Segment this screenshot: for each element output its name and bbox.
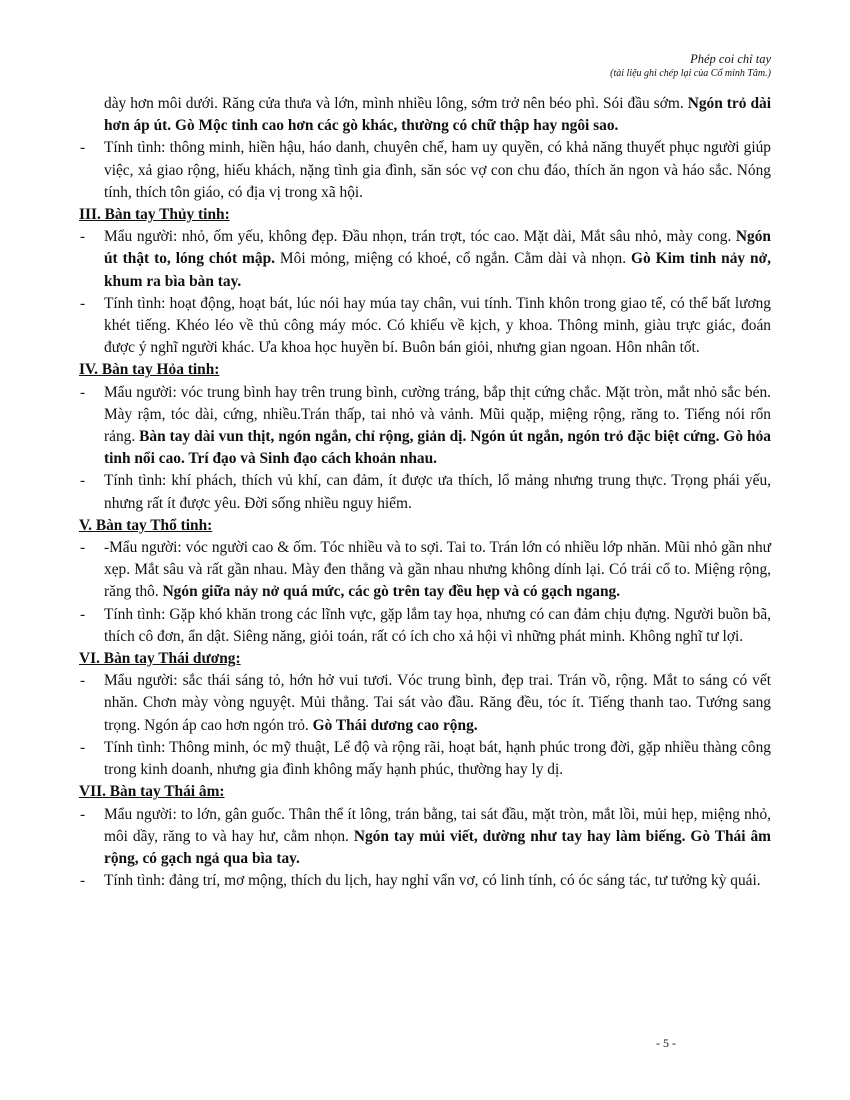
bullet-dash: - <box>80 294 86 312</box>
paragraph-text: Tính tình: Gặp khó khăn trong các lĩnh vực, gặp lắm tay họa, nhưng có can đảm chịu đựng. Người buồn bã, thích cô đơn, ẩn dật. Siêng năng, giỏi toán, rất có ích cho xả hội vì những phát minh. Không nghĩ tư lợi. <box>104 605 771 645</box>
list-item <box>79 670 771 737</box>
list-item <box>79 470 771 514</box>
bullet-dash: - <box>80 872 86 890</box>
paragraph-bold-text: Ngón trỏ dài hơn áp út. Gò Mộc tinh cao hơn các gò khác, thường có chữ thập hay ngôi sao. <box>104 95 771 135</box>
page-header <box>610 52 771 80</box>
bullet-dash: - <box>80 472 86 490</box>
list-item <box>79 226 771 293</box>
paragraph-bold-text: Ngón út thật to, lóng chót mập. <box>104 228 771 268</box>
paragraph-text: Tính tình: Thông minh, óc mỹ thuật, Lể độ và rộng rãi, hoạt bát, hạnh phúc trong đời, gặp nhiều thàng công trong kinh doanh, nhưng gia đình không mấy hạnh phúc, thường hay ly dị. <box>104 738 771 779</box>
paragraph <box>79 93 771 137</box>
list-item <box>79 382 771 471</box>
paragraph-bold-text: Bàn tay dài vun thịt, ngón ngắn, chỉ rộng, giản dị. Ngón út ngắn, ngón trỏ đặc biệt cứng. Gò hỏa tinh nổi cao. Trí đạo và Sinh đạo cách khoản nhau. <box>104 428 771 468</box>
list-item <box>79 870 771 892</box>
paragraph-bold-text: Gò Thái dương cao rộng. <box>312 716 478 734</box>
section-heading-tho-tinh: V. Bàn tay Thổ tinh: <box>79 516 213 534</box>
paragraph-text: Mẩu người: vóc trung bình hay trên trung bình, cường tráng, bắp thịt cứng chắc. Mặt tròn, mắt nhỏ sắc bén. Mày rậm, tóc dài, cứng, nhiều.Trán thấp, tai nhỏ và vảnh. Mũi quặp, miệng rộng, răng to. Tiếng nói rổn rảng. <box>104 383 771 446</box>
list-item <box>79 604 771 648</box>
bullet-dash: - <box>80 805 86 823</box>
bullet-dash: - <box>80 672 86 690</box>
paragraph-text: Tính tình: đảng trí, mơ mộng, thích du lịch, hay nghỉ vẩn vơ, có linh tính, có óc sáng tác, tư tưởng kỳ quái. <box>104 872 761 890</box>
list-item <box>79 293 771 360</box>
paragraph-text: Môi mỏng, miệng có khoé, cổ ngắn. Cằm dài và nhọn. <box>274 250 632 268</box>
bullet-dash: - <box>80 383 86 401</box>
list-item <box>79 737 771 781</box>
paragraph-bold-text: Ngón giữa nảy nở quá mức, các gò trên tay đều hẹp và có gạch ngang. <box>162 583 621 601</box>
paragraph-bold-text: Ngón tay mủi viết, dường như tay hay làm biếng. Gò Thái âm rộng, có gạch ngả qua bìa tay. <box>104 827 771 867</box>
paragraph-text: Mẩu người: to lớn, gân guốc. Thân thể ít lông, trán bằng, tai sát đầu, mặt tròn, mắt lồi, mủi hẹp, miệng nhỏ, môi dầy, răng to và hay hư, cằm nhọn. <box>104 805 771 845</box>
bullet-dash: - <box>80 139 86 157</box>
document-body <box>79 93 771 892</box>
bullet-dash: - <box>80 228 86 246</box>
bullet-dash: - <box>80 738 86 756</box>
section-heading-hoa-tinh: IV. Bàn tay Hỏa tinh: <box>79 361 220 379</box>
bullet-dash: - <box>80 605 86 623</box>
list-item <box>79 804 771 871</box>
section-heading-thuy-tinh: III. Bàn tay Thủy tinh: <box>79 206 230 224</box>
section-heading-thai-am: VII. Bàn tay Thái âm: <box>79 783 225 801</box>
page-number: - 5 - <box>656 1036 676 1050</box>
section-heading-thai-duong: VI. Bàn tay Thái dương: <box>79 650 241 668</box>
paragraph-text: Mẩu người: sắc thái sáng tỏ, hớn hở vui tươi. Vóc trung bình, đẹp trai. Trán vồ, rộng. Mắt to sáng có vết nhăn. Chơn mày vòng nguyệt. Mủi thẳng. Tai sát vào đầu. Răng đều, tóc ít. Tiếng thanh tao. Tướng sang trọng. Ngón áp cao hơn ngón trỏ. <box>104 672 771 734</box>
header-subtitle: (tài liệu ghi chép lại của Cổ minh Tâm.) <box>610 68 771 79</box>
header-title: Phép coi chỉ tay <box>690 52 771 66</box>
paragraph-bold-text: Gò Kim tinh nảy nở, khum ra bìa bàn tay. <box>104 250 771 290</box>
paragraph-text: Tính tình: thông minh, hiền hậu, háo danh, chuyên chế, ham uy quyền, có khả năng thuyết phục người giúp việc, xả giao rộng, hiếu khách, nặng tình gia đình, săn sóc vợ con chu đáo, thích ăn ngon và háo sắc. Nóng tính, thích tôn giáo, có địa vị trong xã hội. <box>104 139 771 201</box>
paragraph-text: Mẩu người: nhỏ, ốm yếu, không đẹp. Đầu nhọn, trán trợt, tóc cao. Mặt dài, Mắt sâu nhỏ, mày cong. <box>104 228 736 246</box>
list-item <box>79 537 771 604</box>
paragraph-text: Tính tình: khí phách, thích vủ khí, can đảm, ít được ưa thích, lổ mảng nhưng trung thực. Trọng phái yếu, nhưng rất ít được yêu. Đời sống nhiều nguy hiểm. <box>104 472 771 512</box>
bullet-dash: - <box>80 539 86 557</box>
paragraph-text: dày hơn môi dưới. Răng cửa thưa và lớn, mình nhiều lông, sớm trở nên béo phì. Sói đầu sớm. <box>104 95 688 112</box>
list-item <box>79 137 771 204</box>
paragraph-text: -Mẩu người: vóc người cao & ốm. Tóc nhiều và to sợi. Tai to. Trán lớn có nhiều lớp nhăn. Mũi nhỏ gần như xẹp. Mắt sâu và rất gần nhau. Mày đen thẳng và gần nhau nhưng không dính lại. Có trái cổ to. Miệng rộng, răng thô. <box>104 539 771 601</box>
paragraph-text: Tính tình: hoạt động, hoạt bát, lúc nói hay múa tay chân, vui tính. Tinh khôn trong giao tế, có thể bất lương khét tiếng. Khéo léo về thủ công máy móc. Có khiếu về kịch, y khoa. Thông minh, giàu trực giác, đoán được ý nghĩ người khác. Ưa khoa học huyền bí. Buôn bán giỏi, nhưng gian ngoan. Hôn nhân tốt. <box>104 294 771 357</box>
